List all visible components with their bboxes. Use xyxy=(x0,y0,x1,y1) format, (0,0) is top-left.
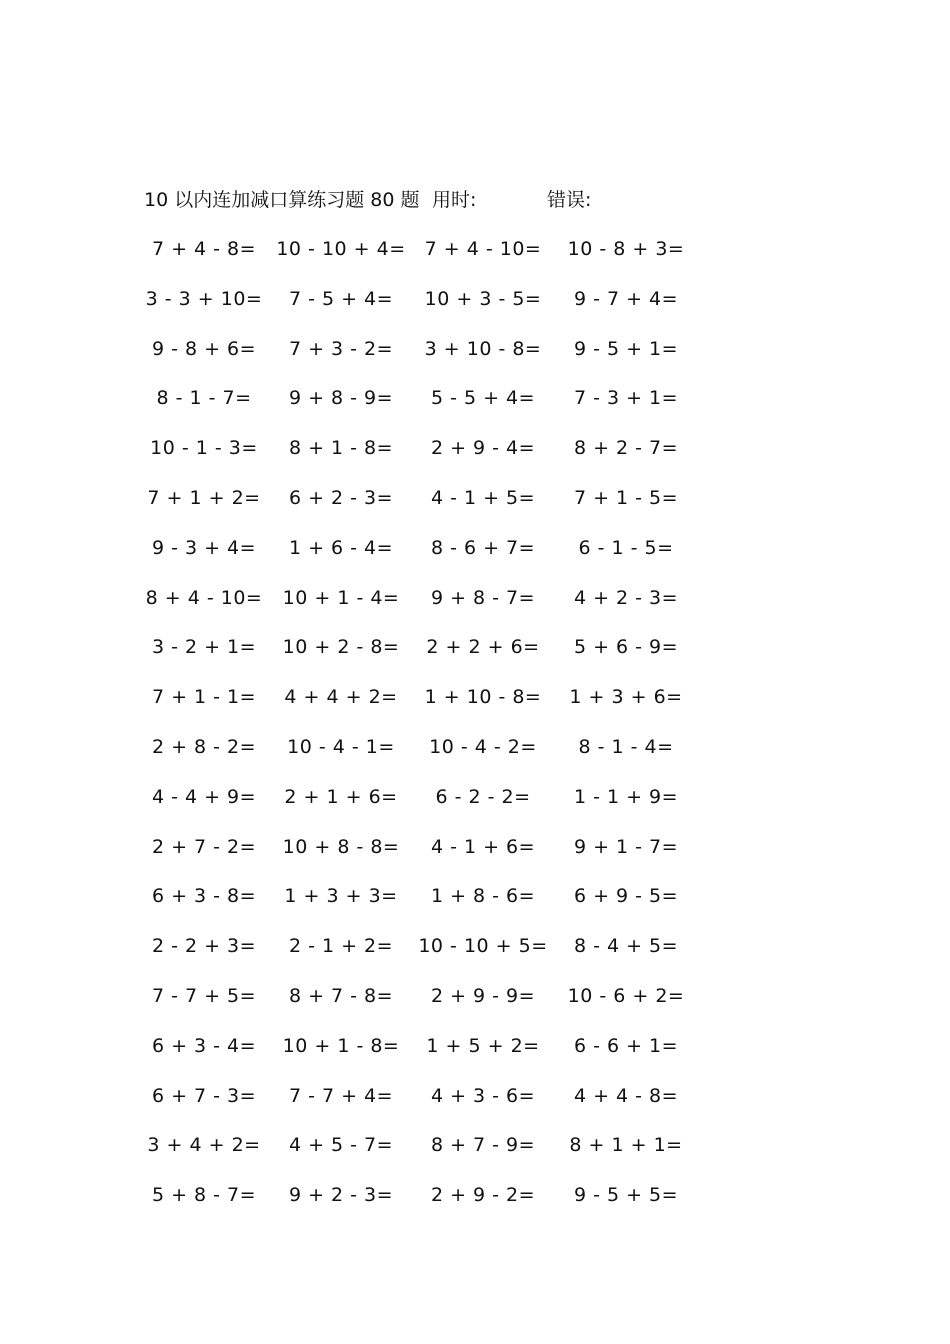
problem-item: 10 + 3 - 5= xyxy=(424,287,542,310)
problem-item: 4 - 4 + 9= xyxy=(151,785,257,808)
problem-item: 2 + 8 - 2= xyxy=(151,735,257,758)
problem-item: 5 - 5 + 4= xyxy=(430,387,536,410)
problem-item: 2 + 9 - 9= xyxy=(430,984,536,1007)
problem-item: 6 + 7 - 3= xyxy=(151,1084,257,1107)
problem-item: 1 + 10 - 8= xyxy=(424,686,542,709)
problem-row xyxy=(0,784,950,834)
problem-item: 2 + 9 - 2= xyxy=(430,1184,536,1207)
problem-item: 6 + 3 - 4= xyxy=(151,1034,257,1057)
problem-item: 9 + 1 - 7= xyxy=(573,835,679,858)
problem-item: 10 + 2 - 8= xyxy=(282,636,400,659)
problem-item: 1 + 8 - 6= xyxy=(430,885,536,908)
problem-row xyxy=(0,834,950,884)
problem-item: 10 - 1 - 3= xyxy=(150,437,258,460)
problem-item: 9 + 2 - 3= xyxy=(288,1184,394,1207)
problem-item: 4 + 5 - 7= xyxy=(288,1134,394,1157)
problem-item: 10 - 4 - 1= xyxy=(287,735,395,758)
problem-row xyxy=(0,1083,950,1133)
problem-row xyxy=(0,734,950,784)
problem-item: 1 + 5 + 2= xyxy=(426,1034,540,1057)
problem-item: 3 - 3 + 10= xyxy=(145,287,263,310)
problem-item: 4 + 4 + 2= xyxy=(284,686,398,709)
problem-row xyxy=(0,983,950,1033)
problem-item: 8 + 7 - 8= xyxy=(288,984,394,1007)
problem-item: 3 + 4 + 2= xyxy=(147,1134,261,1157)
problem-item: 10 - 8 + 3= xyxy=(567,238,685,260)
problem-item: 8 - 6 + 7= xyxy=(430,536,536,559)
problem-item: 7 + 4 - 10= xyxy=(424,238,542,260)
problem-row xyxy=(0,684,950,734)
problem-item: 7 - 7 + 5= xyxy=(151,984,257,1007)
problem-item: 9 - 3 + 4= xyxy=(151,536,257,559)
time-used-label: 用时: xyxy=(432,189,477,211)
problem-item: 4 - 1 + 6= xyxy=(430,835,536,858)
problem-item: 8 - 1 - 4= xyxy=(578,735,674,758)
problem-item: 8 + 2 - 7= xyxy=(573,437,679,460)
problem-item: 7 + 1 + 2= xyxy=(147,486,261,509)
problem-item: 6 - 1 - 5= xyxy=(578,536,674,559)
problem-item: 8 + 1 - 8= xyxy=(288,437,394,460)
problem-row xyxy=(0,286,950,336)
problem-item: 6 + 9 - 5= xyxy=(573,885,679,908)
problem-item: 10 + 8 - 8= xyxy=(282,835,400,858)
problem-item: 8 - 1 - 7= xyxy=(156,387,252,410)
problem-item: 9 + 8 - 7= xyxy=(430,586,536,609)
problem-item: 4 - 1 + 5= xyxy=(430,486,536,509)
problem-item: 7 + 4 - 8= xyxy=(151,238,257,260)
problem-item: 8 + 4 - 10= xyxy=(145,586,263,609)
problem-row xyxy=(0,933,950,983)
problem-item: 6 + 3 - 8= xyxy=(151,885,257,908)
problem-item: 4 + 2 - 3= xyxy=(573,586,679,609)
problem-row xyxy=(0,1182,950,1232)
problem-item: 1 - 1 + 9= xyxy=(573,785,679,808)
problem-item: 2 + 1 + 6= xyxy=(284,785,398,808)
problem-item: 8 + 7 - 9= xyxy=(430,1134,536,1157)
problem-item: 6 - 6 + 1= xyxy=(573,1034,679,1057)
problem-row xyxy=(0,883,950,933)
problem-item: 2 + 7 - 2= xyxy=(151,835,257,858)
problem-item: 9 + 8 - 9= xyxy=(288,387,394,410)
problem-row xyxy=(0,535,950,585)
problem-item: 10 - 10 + 5= xyxy=(418,935,548,958)
problem-grid xyxy=(0,236,950,1232)
problem-item: 10 - 6 + 2= xyxy=(567,984,685,1007)
problem-item: 1 + 3 + 3= xyxy=(284,885,398,908)
problem-item: 6 + 2 - 3= xyxy=(288,486,394,509)
problem-item: 4 + 3 - 6= xyxy=(430,1084,536,1107)
problem-row xyxy=(0,1132,950,1182)
problem-item: 7 - 5 + 4= xyxy=(288,287,394,310)
problem-item: 2 + 2 + 6= xyxy=(426,636,540,659)
problem-item: 1 + 3 + 6= xyxy=(569,686,683,709)
problem-item: 2 - 1 + 2= xyxy=(288,935,394,958)
problem-item: 7 + 1 - 1= xyxy=(151,686,257,709)
problem-row xyxy=(0,236,950,286)
problem-item: 8 + 1 + 1= xyxy=(569,1134,683,1157)
problem-item: 9 - 5 + 5= xyxy=(573,1184,679,1207)
problem-item: 4 + 4 - 8= xyxy=(573,1084,679,1107)
error-count-label: 错误: xyxy=(547,189,592,211)
problem-row xyxy=(0,336,950,386)
problem-row xyxy=(0,385,950,435)
problem-row xyxy=(0,634,950,684)
problem-row xyxy=(0,585,950,635)
problem-item: 7 + 3 - 2= xyxy=(288,337,394,360)
problem-row xyxy=(0,1033,950,1083)
problem-item: 6 - 2 - 2= xyxy=(435,785,531,808)
problem-item: 7 - 7 + 4= xyxy=(288,1084,394,1107)
problem-item: 9 - 8 + 6= xyxy=(151,337,257,360)
problem-item: 3 - 2 + 1= xyxy=(151,636,257,659)
problem-item: 10 + 1 - 4= xyxy=(282,586,400,609)
problem-row xyxy=(0,435,950,485)
problem-item: 1 + 6 - 4= xyxy=(288,536,394,559)
problem-item: 9 - 5 + 1= xyxy=(573,337,679,360)
problem-item: 7 - 3 + 1= xyxy=(573,387,679,410)
problem-item: 3 + 10 - 8= xyxy=(424,337,542,360)
problem-item: 7 + 1 - 5= xyxy=(573,486,679,509)
problem-item: 5 + 6 - 9= xyxy=(573,636,679,659)
worksheet-header xyxy=(0,186,950,214)
problem-item: 10 + 1 - 8= xyxy=(282,1034,400,1057)
problem-item: 5 + 8 - 7= xyxy=(151,1184,257,1207)
problem-item: 2 - 2 + 3= xyxy=(151,935,257,958)
worksheet-title: 10 以内连加减口算练习题 80 题 xyxy=(144,189,420,211)
problem-row xyxy=(0,485,950,535)
problem-item: 9 - 7 + 4= xyxy=(573,287,679,310)
problem-item: 10 - 10 + 4= xyxy=(276,238,406,260)
problem-item: 8 - 4 + 5= xyxy=(573,935,679,958)
problem-item: 10 - 4 - 2= xyxy=(429,735,537,758)
problem-item: 2 + 9 - 4= xyxy=(430,437,536,460)
